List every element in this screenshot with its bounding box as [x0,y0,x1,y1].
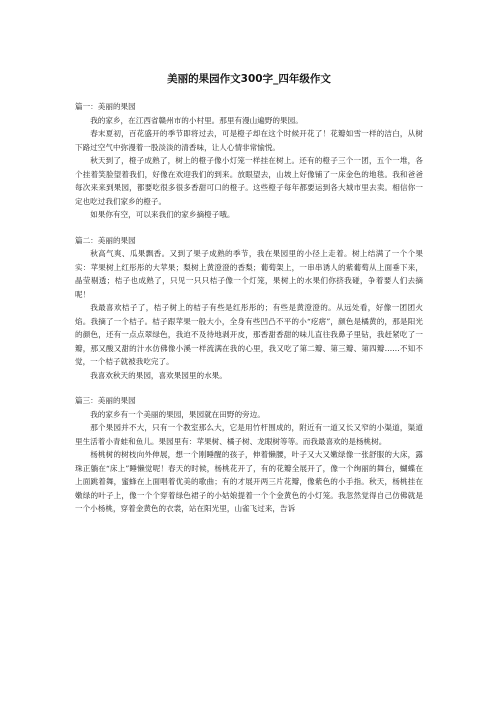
paragraph: 我喜欢秋天的果园，喜欢果园里的水果。 [90,370,227,380]
article-1 [75,100,423,222]
article-3 [75,394,423,516]
document-page [75,72,423,516]
paragraph: 我最喜欢桔子了，桔子树上的桔子有些是红彤彤的；有些是黄澄澄的。从远处看，好像一团团火焰。我摘了一个桔子。桔子跟苹果一般大小，全身有些凹凸不平的小“疙瘩”，颜色是橘黄的，那是阳光的颜色，还有一点点翠绿色，我迫不及待地剥开皮，那香甜香甜的味儿直往我鼻子里钻，我赶紧吃了一瓣，那又酸又甜的汁水仿佛像小溪一样流满在我的心里，我又吃了第二瓣、第三瓣、第四瓣……不知不觉，一个桔子就被我吃完了。 [75,303,423,366]
document-title: 美丽的果园作文300字_四年级作文 [167,73,331,85]
paragraph: 秋天到了，橙子成熟了，树上的橙子像小灯笼一样挂在树上。还有的橙子三个一团，五个一堆，各个挂着笑脸望着我们，好像在欢迎我们的到来。放眼望去，山坡上好像铺了一床金色的地毯。我和爸爸每次来来到果园，都要吃很多很多香甜可口的橙子。这些橙子每年都要运到各大城市里去卖。相信你一定也吃过我们家乡的橙子。 [75,156,423,206]
paragraph: 杨桃树的树枝向外伸展，想一个刚睡醒的孩子，伸着懒腰，叶子又大又嫩绿像一张舒服的大床，露珠正躺在“床上”睡懒觉呢！春天的时候，杨桃花开了，有的花瓣全展开了，像一个绚丽的舞台，蝴蝶在上面跳着舞，蜜蜂在上面唱着优美的歌曲；有的才展开两三片花瓣，像紫色的小手指。秋天，杨桃挂在嫩绿的叶子上，像一个个穿着绿色裙子的小姑娘提着一个个金黄色的小灯笼。我忽然觉得自己仿佛就是一个小杨桃，穿着金黄色的衣裳，站在阳光里，山雀飞过来，告诉 [75,450,423,513]
paragraph: 我的家乡，在江西省赣州市的小村里。那里有漫山遍野的果园。 [90,115,303,125]
paragraph: 我的家乡有一个美丽的果园，果园就在田野的旁边。 [90,409,265,419]
paragraph: 春末夏初，百花盛开的季节即将过去，可是橙子却在这个时候开花了！花瓣如雪一样的洁白，从树下路过空气中弥漫着一股淡淡的清香味，让人心情非常愉悦。 [75,129,423,152]
article-heading: 篇二：美丽的果园 [75,235,136,245]
paragraph: 那个果园并不大，只有一个教室那么大，它是用竹杆围成的，附近有一道又长又窄的小渠道，渠道里生活着小青蛙和鱼儿。果园里有：苹果树、橘子树、龙眼树等等。而我最喜欢的是杨桃树。 [75,423,423,446]
paragraph: 如果你有空，可以来我们的家乡摘橙子哦。 [90,210,235,219]
paragraph: 秋高气爽、瓜果飘香。又到了果子成熟的季节，我在果园里的小径上走着。树上结满了一个个果实：苹果树上红彤彤的大苹果；梨树上黄澄澄的香梨；葡萄架上，一串串诱人的紫葡萄从上面垂下来，晶莹剔透；桔子也成熟了，只见一只只桔子像一个灯笼，果树上的水果们你挤我碰，争着要人们去摘呢！ [75,249,423,299]
article-heading: 篇一：美丽的果园 [75,102,136,111]
article-2 [75,234,423,383]
article-heading: 篇三：美丽的果园 [75,396,136,405]
